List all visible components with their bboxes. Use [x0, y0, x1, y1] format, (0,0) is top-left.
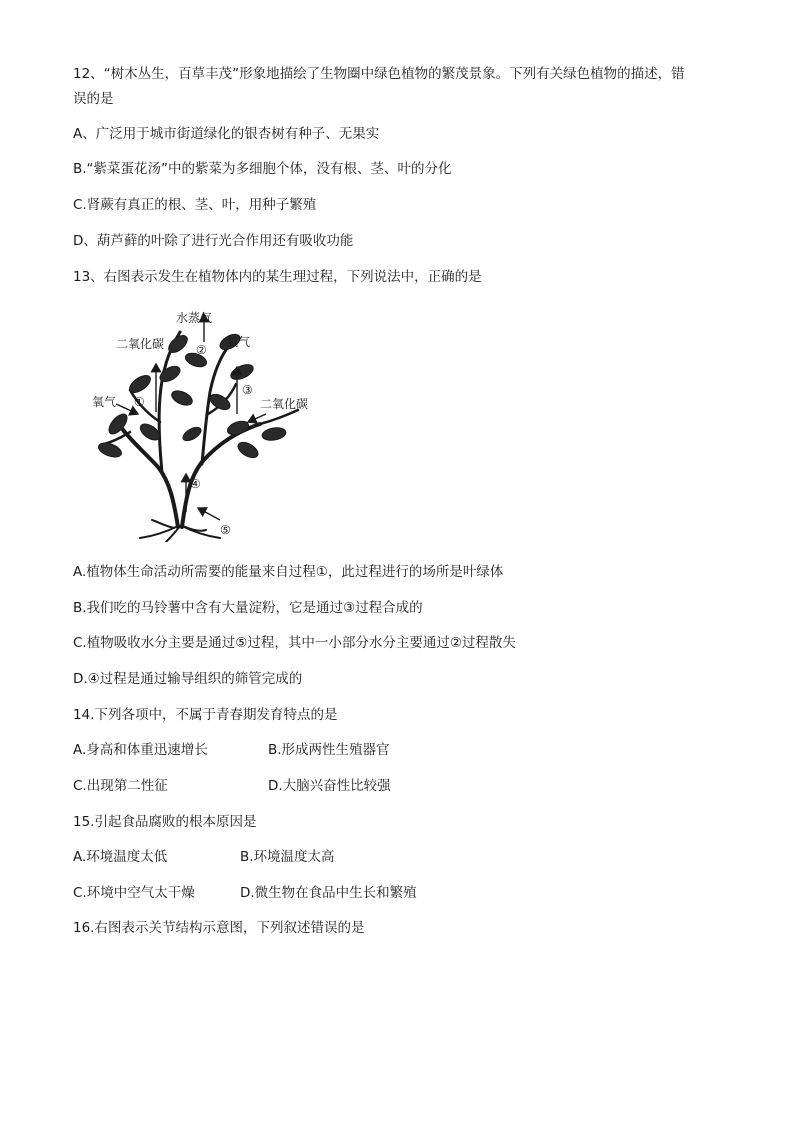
q15-option-a: A.环境温度太低: [73, 849, 168, 865]
label-co2-right: 二氧化碳: [260, 397, 309, 411]
marker-1: ①: [134, 395, 145, 409]
q14-stem: 14.下列各项中，不属于青春期发育特点的是: [73, 707, 338, 723]
q16-stem: 16.右图表示关节结构示意图，下列叙述错误的是: [73, 920, 365, 936]
q12-option-b: B.“紫菜蛋花汤”中的紫菜为多细胞个体，没有根、茎、叶的分化: [73, 161, 452, 177]
q13-option-d: D.④过程是通过输导组织的筛管完成的: [73, 671, 303, 687]
marker-4: ④: [190, 477, 201, 491]
q15-stem: 15.引起食品腐败的根本原因是: [73, 814, 257, 830]
q15-option-b: B.环境温度太高: [240, 849, 335, 865]
q12-stem-line2: 误的是: [73, 91, 114, 107]
label-oxygen-right: 氧气: [226, 335, 251, 349]
q13-option-b: B.我们吃的马铃薯中含有大量淀粉，它是通过③过程合成的: [73, 600, 423, 616]
q15-option-c: C.环境中空气太干燥: [73, 885, 195, 901]
marker-5: ⑤: [220, 523, 231, 537]
label-oxygen-left: 氧气: [92, 395, 117, 409]
q12-option-d: D、葫芦藓的叶除了进行光合作用还有吸收功能: [73, 233, 354, 249]
q12-stem-line1: 12、“树木丛生，百草丰茂”形象地描绘了生物圈中绿色植物的繁茂景象。下列有关绿色植物的描述，错: [73, 66, 685, 82]
label-co2-left: 二氧化碳: [116, 337, 165, 351]
q13-option-a: A.植物体生命活动所需要的能量来自过程①，此过程进行的场所是叶绿体: [73, 564, 504, 580]
q12-option-c: C.肾蕨有真正的根、茎、叶，用种子繁殖: [73, 197, 317, 213]
plant-process-diagram: [70, 302, 330, 542]
q12-option-a: A、广泛用于城市街道绿化的银杏树有种子、无果实: [73, 126, 380, 142]
marker-3: ③: [242, 383, 253, 397]
arrow-water-absorb: [198, 508, 220, 520]
q15-option-d: D.微生物在食品中生长和繁殖: [240, 885, 417, 901]
q14-option-b: B.形成两性生殖器官: [268, 742, 390, 758]
q13-stem: 13、右图表示发生在植物体内的某生理过程，下列说法中，正确的是: [73, 269, 482, 285]
q14-option-d: D.大脑兴奋性比较强: [268, 778, 391, 794]
plant-roots: [140, 520, 220, 542]
arrow-co2-in: [248, 414, 266, 422]
marker-2: ②: [196, 343, 207, 357]
q13-option-c: C.植物吸收水分主要是通过⑤过程，其中一小部分水分主要通过②过程散失: [73, 635, 516, 651]
label-water-vapor: 水蒸气: [176, 311, 213, 325]
q14-option-c: C.出现第二性征: [73, 778, 168, 794]
q14-option-a: A.身高和体重迅速增长: [73, 742, 208, 758]
